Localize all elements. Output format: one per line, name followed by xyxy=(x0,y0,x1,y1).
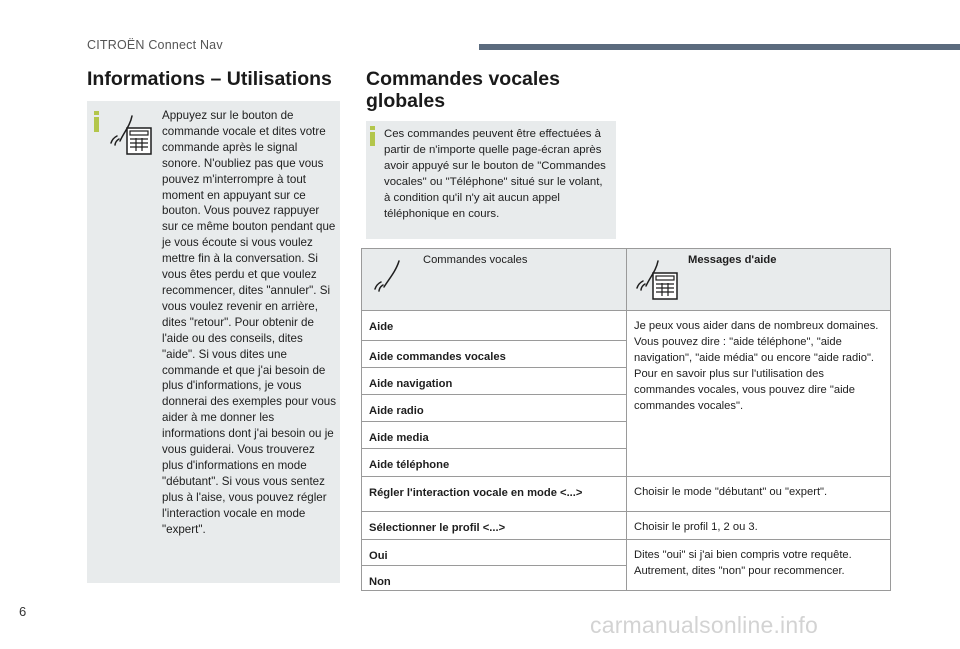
table-row-command: Aide commandes vocales xyxy=(361,340,627,368)
table-row-command: Aide radio xyxy=(361,394,627,422)
table-row-command: Oui xyxy=(361,539,627,566)
watermark: carmanualsonline.info xyxy=(590,612,818,638)
info-paragraph-right: Ces commandes peuvent être effectuées à partir de n'importe quelle page-écran après avoir appuyé sur le bouton de "Commandes vocales" ou "Téléphone" situé sur le volant, à condition qu'il n'y ait aucun appel téléphonique en cours. xyxy=(384,128,606,220)
table-row-command: Régler l'interaction vocale en mode <...> xyxy=(361,476,627,512)
table-row-response: Choisir le mode "débutant" ou "expert". xyxy=(626,476,891,512)
table-row-command: Aide téléphone xyxy=(361,448,627,477)
table-row-command: Non xyxy=(361,565,627,591)
header-bar xyxy=(479,44,960,50)
info-icon xyxy=(94,111,99,132)
table-header-commands-label: Commandes vocales xyxy=(423,254,528,266)
table-row-command: Aide navigation xyxy=(361,367,627,395)
header-label: CITROËN Connect Nav xyxy=(87,38,223,52)
table-header-messages-label: Messages d'aide xyxy=(688,254,777,266)
section-title-informations: Informations – Utilisations xyxy=(87,68,332,90)
table-row-response: Choisir le profil 1, 2 ou 3. xyxy=(626,511,891,540)
info-paragraph-left: Appuyez sur le bouton de commande vocale et dites votre commande après le signal sonore. N'oubliez pas que vous pouvez m'interrompre à tout moment en appuyant sur ce bouton. Vous pouvez rappuyer sur ce même bouton pendant que je vous écoute si vous voulez mettre fin à la conversation. Si vous êtes perdu et que voulez recommencer, dites "annuler". Si vous voulez revenir en arrière, dites "retour". Pour obtenir de l'aide ou des conseils, dites "aide". Si vous dites une commande et que j'ai besoin de plus d'informations, je vous donnerai des exemples pour vous aider à me donner les informations dont j'ai besoin ou je vous guiderai. Vous trouverez plus d'informations en mode "débutant". Si vous vous sentez plus à l'aise, vous pouvez régler l'interaction vocale en mode "expert". xyxy=(162,109,337,536)
voice-command-icon xyxy=(108,114,154,156)
table-row-command: Sélectionner le profil <...> xyxy=(361,511,627,540)
page-number: 6 xyxy=(19,604,27,619)
table-row-response: Je peux vous aider dans de nombreux domaines. Vous pouvez dire : "aide téléphone", "aide navigation", "aide média" ou encore "aide radio". Pour en savoir plus sur l'utilisation des commandes vocales, vous pouvez dire "aide commandes vocales". xyxy=(626,310,891,477)
voice-commands-table xyxy=(361,248,891,591)
table-row-command: Aide media xyxy=(361,421,627,449)
info-icon xyxy=(370,126,375,146)
section-title-commandes: Commandes vocales globales xyxy=(366,68,561,112)
voice-command-icon xyxy=(634,259,680,301)
voice-command-icon xyxy=(372,259,404,295)
table-row-response: Dites "oui" si j'ai bien compris votre requête. Autrement, dites "non" pour recommencer. xyxy=(626,539,891,591)
table-row-command: Aide xyxy=(361,310,627,341)
